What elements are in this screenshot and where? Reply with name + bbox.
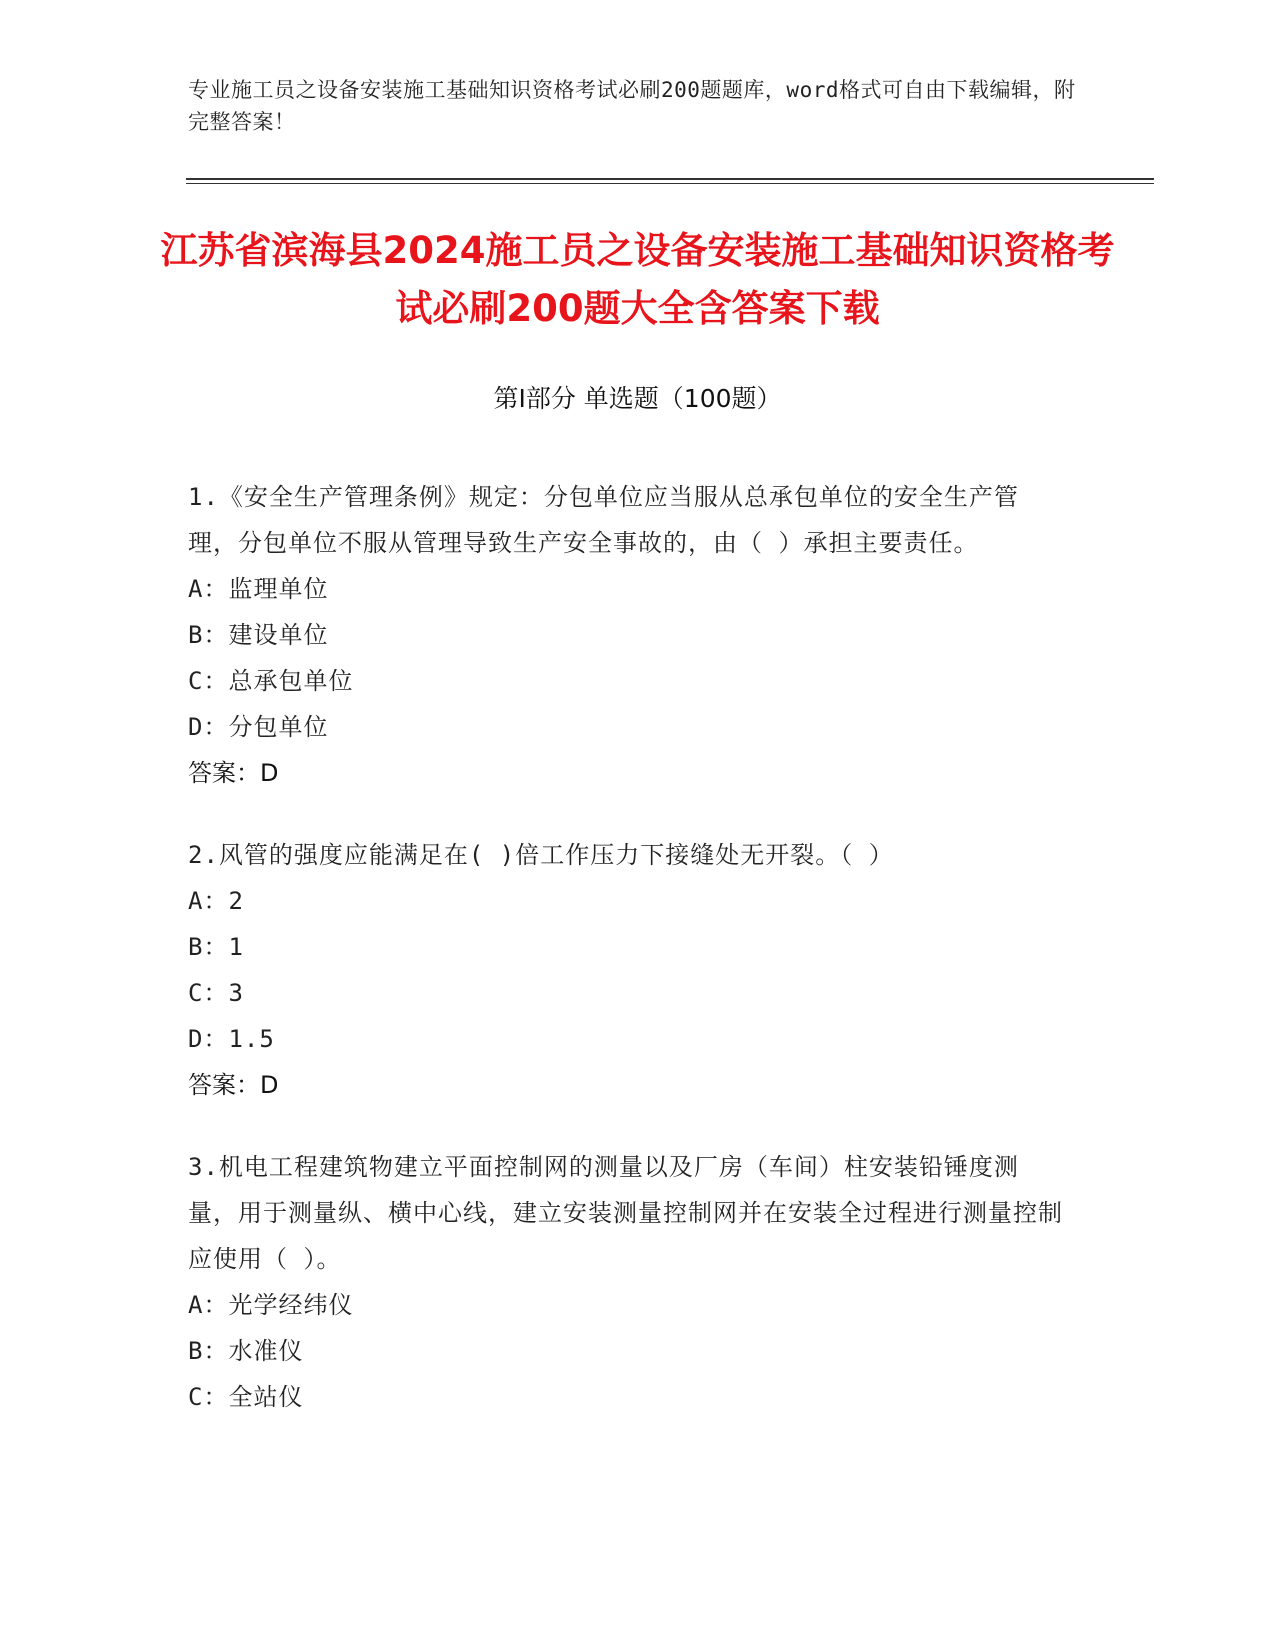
header-divider-thick xyxy=(186,178,1154,180)
answer-line: 答案：D xyxy=(188,1071,279,1099)
option-c: C：总承包单位 xyxy=(188,667,354,695)
option-b: B：1 xyxy=(188,933,244,961)
option-b: B：建设单位 xyxy=(188,621,329,649)
option-d: D：分包单位 xyxy=(188,713,329,741)
section-heading: 第Ⅰ部分 单选题（100题） xyxy=(493,384,782,413)
question-stem: 3.机电工程建筑物建立平面控制网的测量以及厂房（车间）柱安装铅锤度测量，用于测量纵、横中心线，建立安装测量控制网并在安装全过程进行测量控制应使用（ ）。 xyxy=(188,1153,1063,1273)
header-divider-thin xyxy=(186,183,1154,184)
option-c: C：全站仪 xyxy=(188,1383,304,1411)
option-b: B：水准仪 xyxy=(188,1337,304,1365)
question-2 xyxy=(188,832,1068,1108)
option-c: C：3 xyxy=(188,979,244,1007)
option-a: A：光学经纬仪 xyxy=(188,1291,354,1319)
question-list xyxy=(188,474,1068,1456)
question-stem: 1.《安全生产管理条例》规定：分包单位应当服从总承包单位的安全生产管理，分包单位不服从管理导致生产安全事故的，由（ ）承担主要责任。 xyxy=(188,483,1019,557)
question-stem: 2.风管的强度应能满足在( )倍工作压力下接缝处无开裂。（ ） xyxy=(188,841,894,869)
option-a: A：2 xyxy=(188,887,244,915)
document-title: 江苏省滨海县2024施工员之设备安装施工基础知识资格考试必刷200题大全含答案下载 xyxy=(160,229,1115,330)
question-3 xyxy=(188,1144,1068,1420)
option-a: A：监理单位 xyxy=(188,575,329,603)
option-d: D：1.5 xyxy=(188,1025,275,1053)
header-note: 专业施工员之设备安装施工基础知识资格考试必刷200题题库，word格式可自由下载编辑，附完整答案！ xyxy=(188,78,1076,134)
question-1 xyxy=(188,474,1068,796)
answer-line: 答案：D xyxy=(188,759,279,787)
